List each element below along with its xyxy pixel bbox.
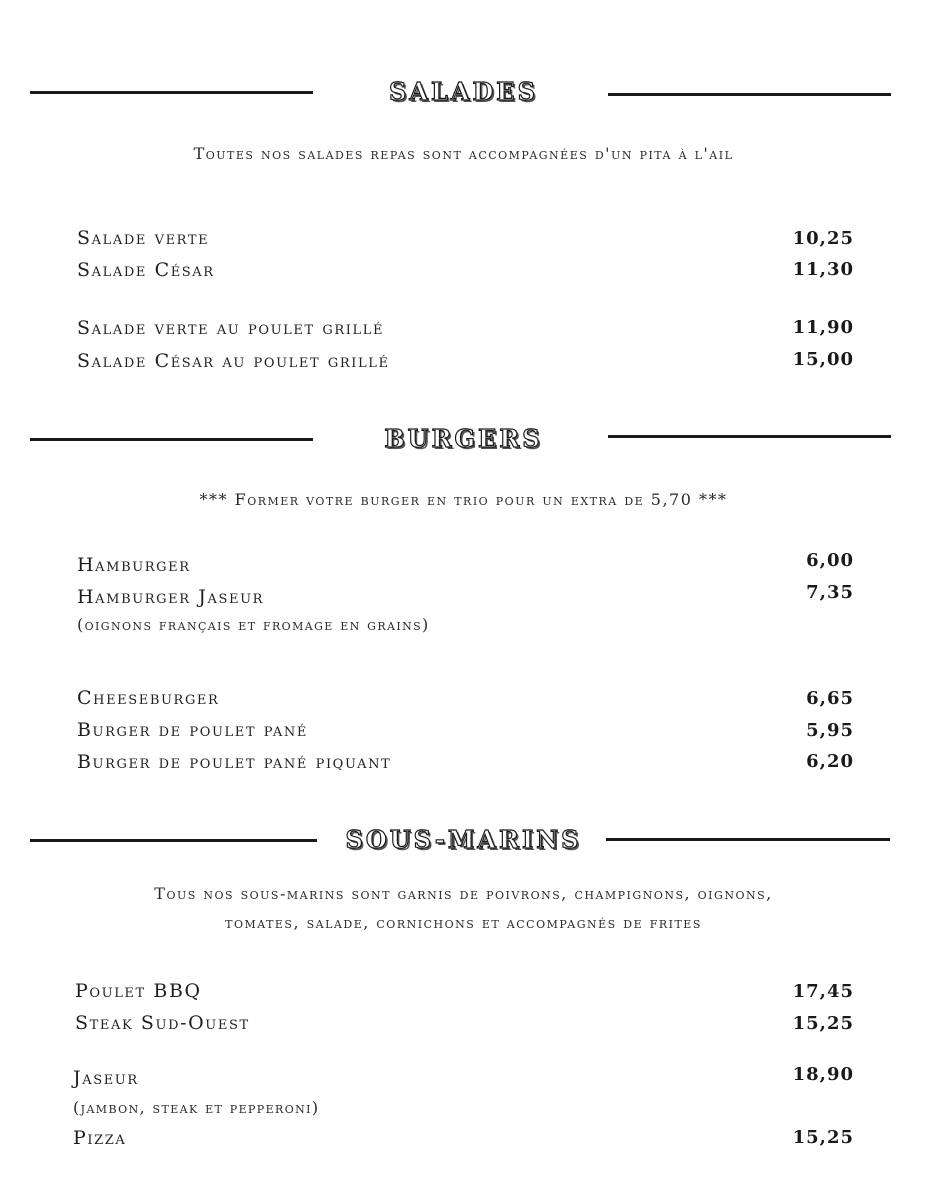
menu-item-note: (jambon, steak et pepperoni) <box>73 1098 320 1117</box>
menu-item-price: 17,45 <box>792 981 854 1002</box>
menu-item-price: 18,90 <box>792 1064 854 1085</box>
menu-item-name: Hamburger <box>77 554 191 576</box>
menu-item-name: Jaseur <box>73 1067 139 1089</box>
menu-item-price: 5,95 <box>806 720 854 741</box>
menu-item-price: 7,35 <box>806 582 854 603</box>
menu-item-price: 6,65 <box>806 688 854 709</box>
menu-item-name: Steak Sud-Ouest <box>75 1012 250 1034</box>
section-subtitle-sous-marins-line2: tomates, salade, cornichons et accompagnés de frites <box>225 913 702 932</box>
section-subtitle-salades: Toutes nos salades repas sont accompagnées d'un pita à l'ail <box>193 144 734 163</box>
section-subtitle-sous-marins: Tous nos sous-marins sont garnis de poivrons, champignons, oignons, <box>154 884 773 903</box>
menu-item-price: 10,25 <box>792 228 854 249</box>
menu-item-name: Salade César <box>77 259 215 281</box>
menu-item-name: Burger de poulet pané piquant <box>77 751 392 773</box>
menu-item-note: (oignons français et fromage en grains) <box>77 615 430 634</box>
menu-item-price: 15,25 <box>792 1013 854 1034</box>
menu-item-name: Salade verte au poulet grillé <box>77 317 385 339</box>
menu-item-name: Pizza <box>73 1127 127 1149</box>
menu-item-name: Salade César au poulet grillé <box>77 350 390 372</box>
menu-item-name: Hamburger Jaseur <box>77 586 265 608</box>
menu-item-price: 6,00 <box>806 550 854 571</box>
section-title-sous-marins: SOUS-MARINS <box>345 825 582 854</box>
menu-item-name: Cheeseburger <box>77 687 220 709</box>
menu-item-price: 11,30 <box>792 259 854 280</box>
section-title-burgers: BURGERS <box>384 424 543 453</box>
menu-item-price: 15,00 <box>792 349 854 370</box>
menu-item-name: Burger de poulet pané <box>77 719 308 741</box>
menu-item-name: Salade verte <box>77 227 210 249</box>
menu-item-price: 11,90 <box>792 317 854 338</box>
section-subtitle-burgers: *** Former votre burger en trio pour un extra de 5,70 *** <box>199 490 728 509</box>
menu-item-name: Poulet BBQ <box>75 980 202 1002</box>
section-title-salades: SALADES <box>389 77 538 106</box>
menu-item-price: 6,20 <box>806 751 854 772</box>
menu-item-price: 15,25 <box>792 1127 854 1148</box>
